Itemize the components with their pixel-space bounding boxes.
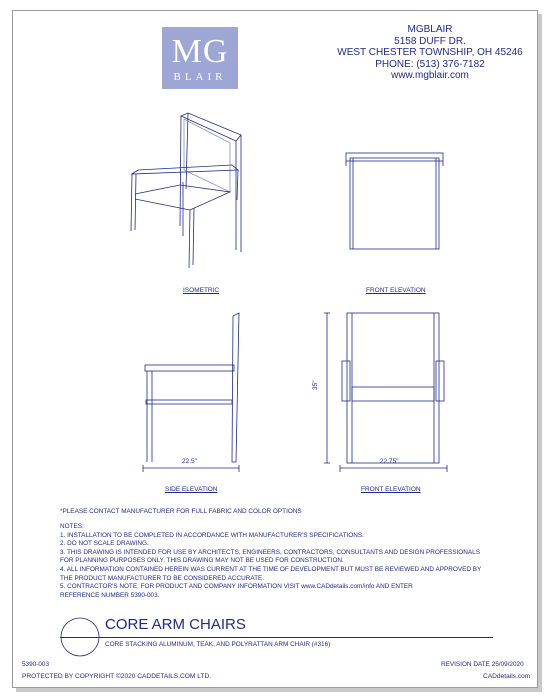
- company-phone: PHONE: (513) 376-7182: [375, 58, 485, 70]
- side-elevation-view: [143, 313, 239, 472]
- front-elevation-bottom-label: FRONT ELEVATION: [361, 486, 421, 493]
- notes-title: NOTES:: [60, 523, 84, 530]
- note-line: 1. INSTALLATION TO BE COMPLETED IN ACCORDANCE WITH MANUFACTURER'S SPECIFICATIONS.: [60, 531, 364, 539]
- side-width-dimension: 22.5": [182, 458, 197, 465]
- company-website[interactable]: www.mgblair.com: [391, 70, 469, 81]
- note-line: 5. CONTRACTOR'S NOTE: FOR PRODUCT AND COMPANY INFORMATION VISIT www.CADdetails.com/info AND ENTER: [60, 583, 413, 591]
- note-line: 2. DO NOT SCALE DRAWING.: [60, 540, 149, 548]
- note-line: 3. THIS DRAWING IS INTENDED FOR USE BY ARCHITECTS, ENGINEERS, CONTRACTORS, CONSULTANTS AND DESIGN PROFESSIONALS: [60, 548, 480, 556]
- front-elevation-top-label: FRONT ELEVATION: [366, 287, 426, 294]
- isometric-label: ISOMETRIC: [183, 287, 220, 294]
- front-width-dimension: 22.75": [380, 458, 399, 465]
- notes-block: [60, 523, 481, 600]
- company-name: MGBLAIR: [407, 24, 453, 35]
- note-line: FOR PLANNING PURPOSES ONLY. THIS DRAWING MAY NOT BE USED FOR CONSTRUCTION.: [60, 557, 344, 565]
- company-address-line2: WEST CHESTER TOWNSHIP, OH 45246: [337, 47, 523, 58]
- note-line: 4. ALL INFORMATION CONTAINED HEREIN WAS CURRENT AT THE TIME OF DEVELOPMENT BUT MUST BE REVIEWED AND APPROVED BY: [60, 565, 482, 573]
- drawing-number: 5390-003: [22, 661, 50, 668]
- height-dimension: 35": [312, 380, 319, 390]
- note-line: REFERENCE NUMBER 5390-003.: [60, 591, 160, 599]
- copyright-text: PROTECTED BY COPYRIGHT ©2020 CADDETAILS.COM LTD.: [22, 673, 212, 680]
- fabric-note: *PLEASE CONTACT MANUFACTURER FOR FULL FABRIC AND COLOR OPTIONS: [60, 508, 302, 515]
- front-elevation-bottom-view: [324, 313, 447, 472]
- logo-blair-text: BLAIR: [173, 71, 227, 83]
- logo-mg-text: MG: [171, 33, 229, 70]
- front-elevation-top-view: [346, 153, 443, 249]
- revision-date: REVISION DATE 25/09/2020: [441, 661, 524, 668]
- side-elevation-label: SIDE ELEVATION: [165, 486, 218, 493]
- drawing-title: CORE ARM CHAIRS: [105, 616, 246, 633]
- title-divider: [60, 637, 493, 638]
- isometric-view: [131, 113, 241, 268]
- company-address-line1: 5158 DUFF DR.: [394, 35, 466, 47]
- note-line: THE PRODUCT MANUFACTURER TO BE CONSIDERED ACCURATE.: [60, 574, 265, 582]
- caddetails-link[interactable]: CADdetails.com: [483, 673, 531, 680]
- drawing-subtitle: CORE STACKING ALUMINUM, TEAK, AND POLYRATTAN ARM CHAIR (#316): [105, 641, 331, 648]
